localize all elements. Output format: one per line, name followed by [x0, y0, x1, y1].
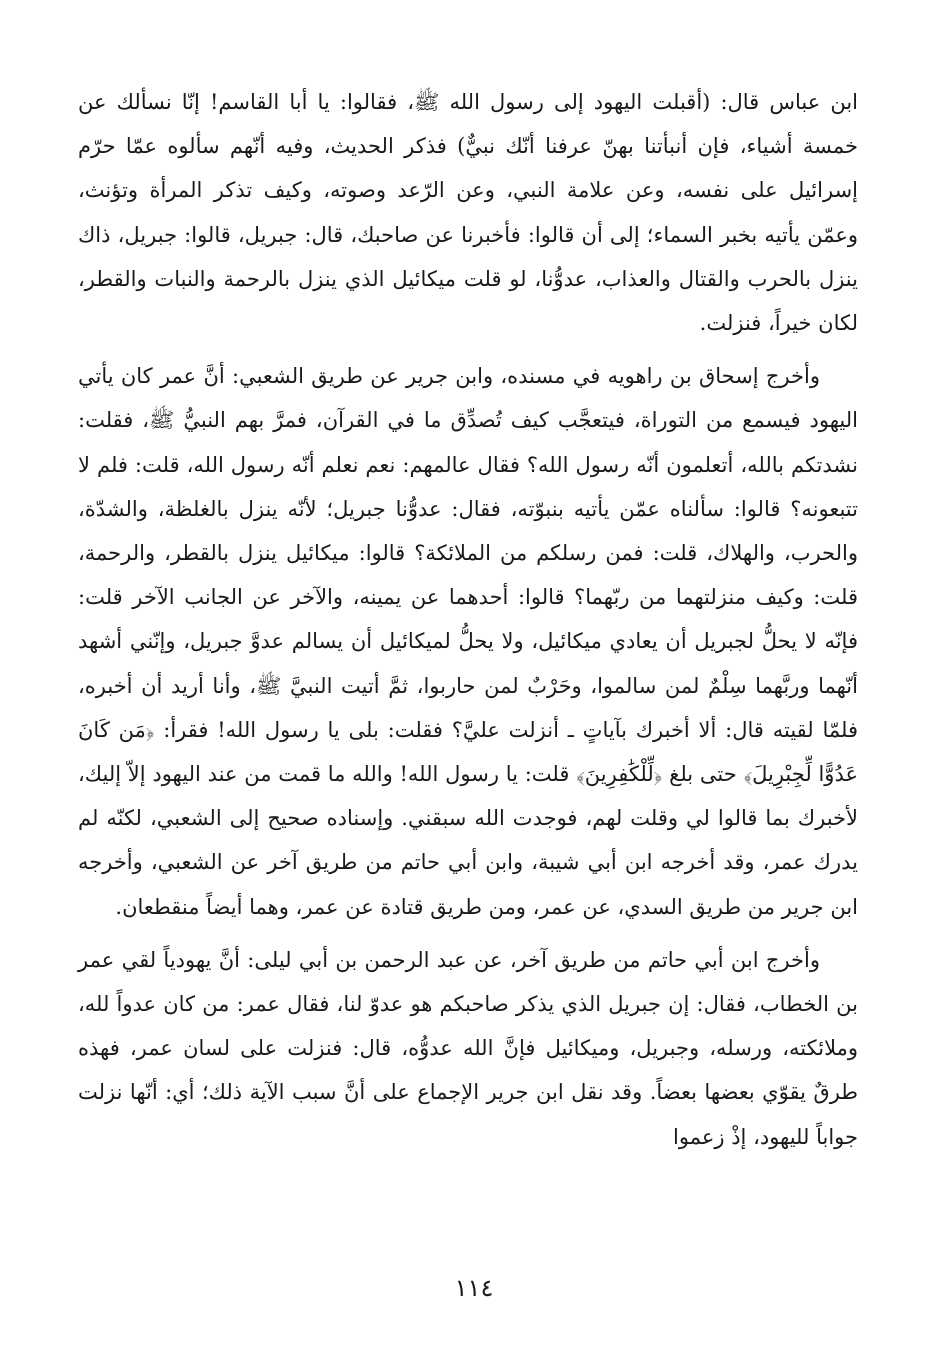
page-body [78, 80, 858, 1159]
page-number: ١١٤ [454, 1274, 494, 1302]
paragraph-3: وأخرج ابن أبي حاتم من طريق آخر، عن عبد الرحمن بن أبي ليلى: أنَّ يهودياً لقي عمر بن الخطاب، فقال: إن جبريل الذي يذكر صاحبكم هو عدوّ لنا، فقال عمر: من كان عدواً لله، وملائكته، ورسله، وجبريل، وميكائيل فإنَّ الله عدوُّه، قال: فنزلت على لسان عمر، فهذه طرقٌ يقوّي بعضها بعضاً. وقد نقل ابن جرير الإجماع على أنَّ سبب الآية ذلك؛ أي: أنّها نزلت جواباً لليهود، إذْ زعموا [78, 947, 858, 1149]
paragraph-1: ابن عباس قال: (أقبلت اليهود إلى رسول الله ﷺ، فقالوا: يا أبا القاسم! إنّا نسألك عن خمسة أشياء، فإن أنبأتنا بهنّ عرفنا أنّك نبيٌّ) فذكر الحديث، وفيه أنّهم سألوه عمّا حرّم إسرائيل على نفسه، وعن علامة النبي، وعن الرّعد وصوته، وكيف تذكر المرأة وتؤنث، وعمّن يأتيه بخبر السماء؛ إلى أن قالوا: فأخبرنا عن صاحبك، قال: جبريل، قالوا: جبريل، ذاك ينزل بالحرب والقتال والعذاب، عدوُّنا، لو قلت ميكائيل الذي ينزل بالرحمة والنبات والقطر، لكان خيراً، فنزلت. [78, 90, 858, 336]
paragraph-2: وأخرج إسحاق بن راهويه في مسنده، وابن جرير عن طريق الشعبي: أنَّ عمر كان يأتي اليهود فيسمع من التوراة، فيتعجَّب كيف تُصدِّق ما في القرآن، فمرَّ بهم النبيُّ ﷺ، فقلت: نشدتكم بالله، أتعلمون أنّه رسول الله؟ فقال عالمهم: نعم نعلم أنّه رسول الله، قلت: فلم لا تتبعونه؟ قالوا: سألناه عمّن يأتيه بنبوّته، فقال: عدوُّنا جبريل؛ لأنّه ينزل بالغلظة، والشدّة، والحرب، والهلاك، قلت: فمن رسلكم من الملائكة؟ قالوا: ميكائيل ينزل بالقطر، والرحمة، قلت: وكيف منزلتهما من ربّهما؟ قالوا: أحدهما عن يمينه، والآخر عن الجانب الآخر قلت: فإنّه لا يحلُّ لجبريل أن يعادي ميكائيل، ولا يحلُّ لميكائيل أن يسالم عدوَّ جبريل، وإنّني أشهد أنّهما وربَّهما سِلْمٌ لمن سالموا، وحَرْبٌ لمن حاربوا، ثمَّ أتيت النبيَّ ﷺ، وأنا أريد أن أخبره، فلمّا لقيته قال: ألا أخبرك بآياتٍ ـ أنزلت عليَّ؟ فقلت: بلى يا رسول الله! فقرأ: ﴿مَن كَانَ عَدُوًّا لِّجِبْرِيلَ﴾ حتى بلغ ﴿لِّلْكَٰفِرِينَ﴾ قلت: يا رسول الله! والله ما قمت من عند اليهود إلاّ إليك، لأخبرك بما قالوا لي وقلت لهم، فوجدت الله سبقني. وإسناده صحيح إلى الشعبي، لكنّه لم يدرك عمر، وقد أخرجه ابن أبي شيبة، وابن أبي حاتم من طريق آخر عن الشعبي، وأخرجه ابن جرير من طريق السدي، عن عمر، ومن طريق قتادة عن عمر، وهما أيضاً منقطعان. [78, 364, 858, 919]
